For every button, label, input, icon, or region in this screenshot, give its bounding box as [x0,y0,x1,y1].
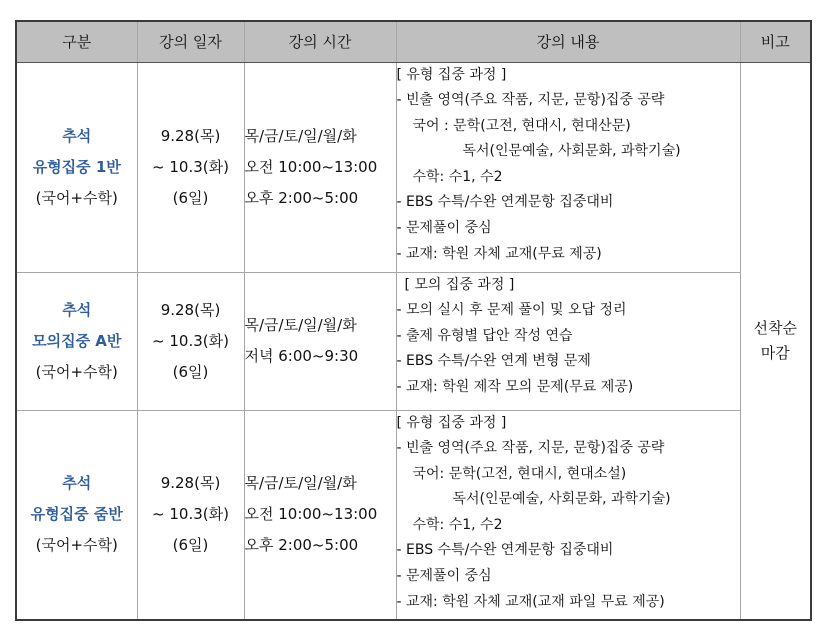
time-slot: 오전 10:00~13:00 [244,157,378,176]
content-cell [396,272,740,410]
time-cell [244,410,396,620]
class-name-cell [16,272,137,410]
date-start: 9.28(목) [160,126,221,145]
content-line: - 교재: 학원 자체 교재(무료 제공) [396,245,602,262]
class-name: 유형집중 1반 [32,157,121,176]
content-line: - 출제 유형별 답안 작성 연습 [396,327,573,344]
table-row [16,272,811,410]
header-note: 비고 [740,21,811,62]
date-end: ~ 10.3(화) [152,505,229,524]
time-slot: 저녁 6:00~9:30 [244,347,359,365]
content-line: 독서(인문예술, 사회문화, 과학기술) [462,143,681,160]
content-line: - 교재: 학원 제작 모의 문제(무료 제공) [396,378,634,395]
header-category: 구분 [16,21,137,62]
content-line: - EBS 수특/수완 연계 변형 문제 [396,353,591,370]
time-slot: 오후 2:00~5:00 [244,188,359,207]
header-content: 강의 내용 [396,21,740,62]
content-line: - 문제풀이 중심 [396,568,492,585]
content-line: 국어: 문학(고전, 현대시, 현대소설) [412,465,627,482]
content-line: 국어 : 문학(고전, 현대시, 현대산문) [412,117,631,134]
holiday-label: 추석 [62,126,92,145]
duration: (6일) [172,188,209,207]
dates-cell [137,272,244,410]
content-cell [396,410,740,620]
content-line: - EBS 수특/수완 연계문항 집중대비 [396,542,614,559]
content-line: - 모의 실시 후 문제 풀이 및 오답 정리 [396,302,627,319]
subjects: (국어+수학) [35,536,118,555]
time-cell [244,272,396,410]
content-line: 독서(인문예술, 사회문화, 과학기술) [452,491,671,508]
header-time: 강의 시간 [244,21,396,62]
note-line: 마감 [760,343,790,362]
content-line: [ 모의 집중 과정 ] [404,276,515,293]
content-line: - 빈출 영역(주요 작품, 지문, 문항)집중 공략 [396,92,665,109]
days: 목/금/토/일/월/화 [244,474,357,493]
class-name: 유형집중 줌반 [30,505,123,524]
time-slot: 오전 10:00~13:00 [244,505,378,524]
class-name-cell [16,62,137,272]
schedule-table [15,20,812,621]
content-line: 수학: 수1, 수2 [412,168,503,185]
content-line: [ 유형 집중 과정 ] [396,414,507,431]
note-line: 선착순 [753,318,797,337]
class-name-cell [16,410,137,620]
content-line: - EBS 수특/수완 연계문항 집중대비 [396,194,614,211]
dates-cell [137,62,244,272]
holiday-label: 추석 [62,300,92,319]
content-line: 수학: 수1, 수2 [412,516,503,533]
date-start: 9.28(목) [160,300,221,319]
dates-cell [137,410,244,620]
date-end: ~ 10.3(화) [152,331,229,350]
holiday-label: 추석 [62,474,92,493]
subjects: (국어+수학) [35,188,118,207]
days: 목/금/토/일/월/화 [244,316,357,334]
note-cell [740,62,811,620]
header-row [16,21,811,62]
content-line: - 교재: 학원 자체 교재(교재 파일 무료 제공) [396,593,665,610]
content-cell [396,62,740,272]
table-row [16,410,811,620]
content-line: - 문제풀이 중심 [396,220,492,237]
content-line: - 빈출 영역(주요 작품, 지문, 문항)집중 공략 [396,440,665,457]
date-start: 9.28(목) [160,474,221,493]
date-end: ~ 10.3(화) [152,157,229,176]
days: 목/금/토/일/월/화 [244,126,357,145]
content-line: [ 유형 집중 과정 ] [396,66,507,83]
time-cell [244,62,396,272]
subjects: (국어+수학) [35,362,118,381]
header-dates: 강의 일자 [137,21,244,62]
duration: (6일) [172,362,209,381]
class-name: 모의집중 A반 [32,331,122,350]
duration: (6일) [172,536,209,555]
table-row [16,62,811,272]
time-slot: 오후 2:00~5:00 [244,536,359,555]
